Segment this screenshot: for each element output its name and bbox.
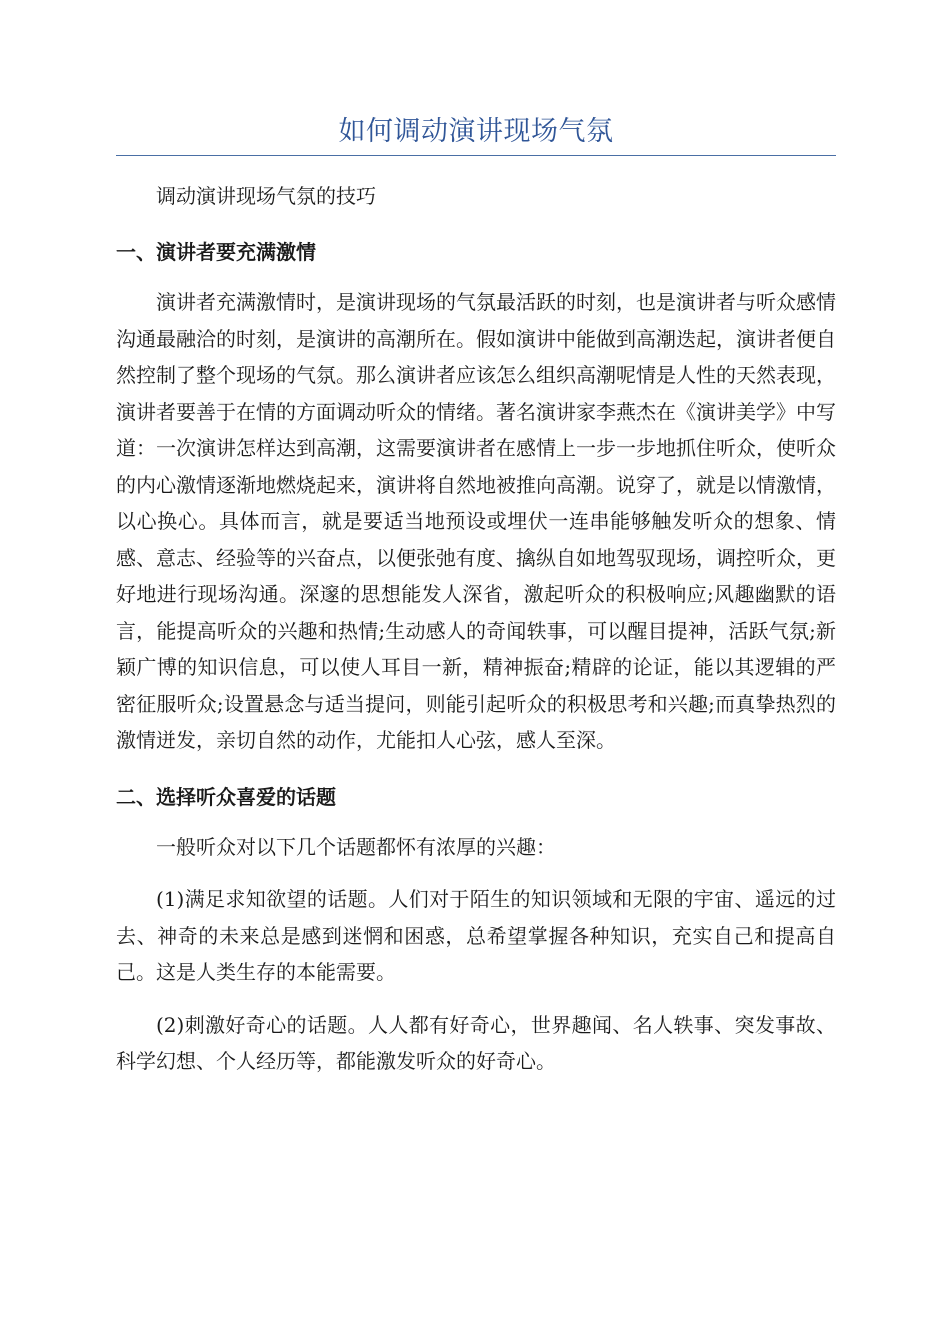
paragraph: (2)刺激好奇心的话题。人人都有好奇心，世界趣闻、名人轶事、突发事故、科学幻想、个人经历等，都能激发听众的好奇心。 [116, 1012, 836, 1073]
document-subtitle: 调动演讲现场气氛的技巧 [156, 184, 376, 208]
section-heading: 一、演讲者要充满激情 [116, 240, 316, 264]
document-title: 如何调动演讲现场气氛 [116, 112, 836, 156]
section-heading: 二、选择听众喜爱的话题 [116, 784, 336, 809]
section-2 [116, 779, 836, 1080]
section-1 [116, 234, 836, 759]
paragraph: 演讲者充满激情时，是演讲现场的气氛最活跃的时刻，也是演讲者与听众感情沟通最融洽的时刻，是演讲的高潮所在。假如演讲中能做到高潮迭起，演讲者便自然控制了整个现场的气氛。那么演讲者应该怎么组织高潮呢情是人性的天然表现，演讲者要善于在情的方面调动听众的情绪。著名演讲家李燕杰在《演讲美学》中写道：一次演讲怎样达到高潮，这需要演讲者在感情上一步一步地抓住听众，使听众的内心激情逐渐地燃烧起来，演讲将自然地被推向高潮。说穿了，就是以情激情，以心换心。具体而言，就是要适当地预设或埋伏一连串能够触发听众的想象、情感、意志、经验等的兴奋点，以便张弛有度、擒纵自如地驾驭现场，调控听众，更好地进行现场沟通。深邃的思想能发人深省，激起听众的积极响应;风趣幽默的语言，能提高听众的兴趣和热情;生动感人的奇闻轶事，可以醒目提神，活跃气氛;新颖广博的知识信息，可以使人耳目一新，精神振奋;精辟的论证，能以其逻辑的严密征服听众;设置悬念与适当提问，则能引起听众的积极思考和兴趣;而真挚热烈的激情迸发，亲切自然的动作，尤能扣人心弦，感人至深。 [116, 290, 836, 752]
paragraph: 一般听众对以下几个话题都怀有浓厚的兴趣： [156, 834, 556, 859]
document-page [116, 112, 836, 1080]
paragraph: (1)满足求知欲望的话题。人们对于陌生的知识领域和无限的宇宙、遥远的过去、神奇的未来总是感到迷惘和困惑，总希望掌握各种知识，充实自己和提高自己。这是人类生存的本能需要。 [116, 887, 836, 984]
